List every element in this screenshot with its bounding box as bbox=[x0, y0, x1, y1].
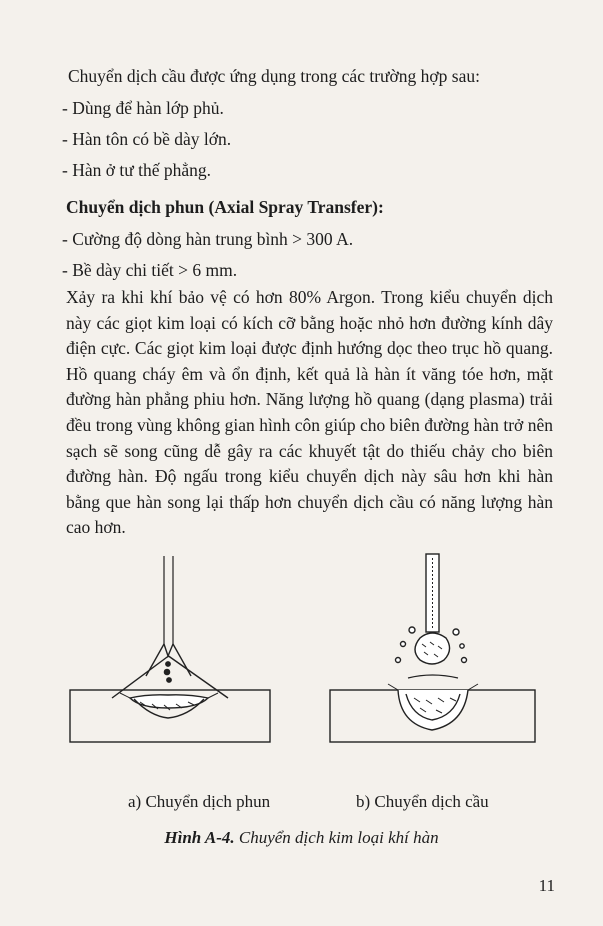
paragraph-line: đường hàn phẳng phiu hơn. Năng lượng hồ quang (dạng plasma) trải bbox=[66, 389, 553, 410]
body-paragraph bbox=[66, 285, 553, 541]
paragraph-line: Hồ quang cháy êm và ổn định, kết quả là hàn ít văng tóe hơn, mặt bbox=[66, 363, 553, 384]
list-item: - Dùng để hàn lớp phủ. bbox=[62, 98, 224, 118]
list-item: - Hàn ở tư thế phẳng. bbox=[62, 160, 211, 180]
paragraph-line: cao hơn. bbox=[66, 517, 126, 538]
section-heading: Chuyển dịch phun (Axial Spray Transfer): bbox=[66, 197, 384, 217]
paragraph-line: này các giọt kim loại có kích cỡ bằng hoặc nhỏ hơn đường kính dây bbox=[66, 312, 553, 333]
paragraph-line: đều trong vùng không gian hình côn giúp cho biên đường hàn trở nên bbox=[66, 414, 553, 435]
list-item: - Cường độ dòng hàn trung bình > 300 A. bbox=[62, 229, 354, 249]
list-item: - Bề dày chi tiết > 6 mm. bbox=[62, 260, 238, 280]
paragraph-line: đường hàn. Độ ngấu trong kiểu chuyển dịch này sâu hơn khi hàn bbox=[66, 466, 553, 487]
page-number: 11 bbox=[538, 876, 555, 895]
spray-transfer-drawing bbox=[70, 556, 270, 742]
figure-title bbox=[0, 828, 603, 848]
paragraph-line: bằng que hàn song lại thấp hơn chuyển dịch cầu có năng lượng hàn bbox=[66, 491, 553, 512]
paragraph-line: điện cực. Các giọt kim loại được định hướng dọc theo trục hồ quang. bbox=[66, 338, 553, 359]
list-item: - Hàn tôn có bề dày lớn. bbox=[62, 129, 232, 149]
figure-label: Hình A-4. bbox=[164, 828, 235, 847]
globular-transfer-drawing bbox=[330, 554, 535, 742]
paragraph-line: Xảy ra khi khí bảo vệ có hơn 80% Argon. Trong kiểu chuyển dịch bbox=[66, 287, 553, 307]
caption-spray: a) Chuyển dịch phun bbox=[128, 792, 271, 811]
metal-transfer-figure bbox=[60, 548, 550, 798]
figure-title-text: Chuyển dịch kim loại khí hàn bbox=[234, 828, 439, 847]
intro-text: Chuyển dịch cầu được ứng dụng trong các trường hợp sau: bbox=[68, 66, 480, 86]
paragraph-line: sạch sẽ song cũng dễ gây ra các khuyết tật do thiếu chảy cho biên bbox=[66, 440, 553, 461]
caption-globular: b) Chuyển dịch cầu bbox=[356, 792, 489, 811]
